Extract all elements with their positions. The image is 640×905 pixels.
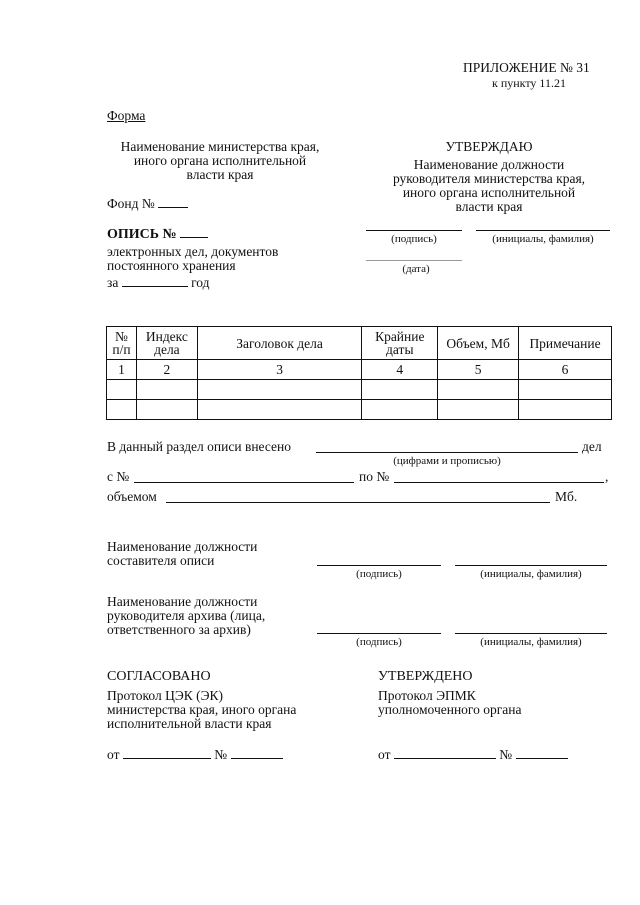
appendix-clause: к пункту 11.21 (492, 76, 566, 90)
summary-volume-suffix: Мб. (555, 489, 578, 504)
summary-volume-label: объемом (107, 489, 157, 504)
summary-from-line (134, 482, 354, 483)
inventory-title: ОПИСЬ № (107, 225, 208, 242)
inventory-table (106, 326, 612, 420)
summary-count-suffix: дел (582, 439, 602, 454)
agreed-title: СОГЛАСОВАНО (107, 669, 211, 684)
approve-date-line (366, 260, 462, 261)
col-header-note: Примечание (519, 327, 612, 360)
col-header-title: Заголовок дела (197, 327, 362, 360)
table-cell: 1 (107, 360, 137, 380)
approve-date-caption: (дата) (402, 263, 430, 275)
table-row (107, 400, 612, 420)
inventory-year: за год (107, 275, 210, 290)
col-header-number: № п/п (107, 327, 137, 360)
form-label: Форма (107, 108, 146, 123)
agreed-date-number: от № (107, 746, 283, 762)
approve-title: УТВЕРЖДАЮ (445, 139, 533, 154)
col-header-index: Индекс дела (136, 327, 197, 360)
approve-signature-caption: (подпись) (391, 233, 437, 245)
approved-date-number: от № (378, 746, 568, 762)
table-cell: 6 (519, 360, 612, 380)
table-row (107, 380, 612, 400)
compiler-initials-line (455, 565, 607, 566)
archive-signature-caption: (подпись) (356, 636, 402, 648)
summary-count-label: В данный раздел описи внесено (107, 439, 292, 454)
summary-to-suffix: , (605, 469, 609, 484)
approve-position: Наименование должности руководителя министерства края, иного органа исполнительной власти края (392, 157, 586, 214)
fund-number: Фонд № (107, 195, 188, 211)
appendix-title: ПРИЛОЖЕНИЕ № 31 (463, 60, 590, 75)
col-header-volume: Объем, Мб (438, 327, 519, 360)
archive-initials-line (455, 633, 607, 634)
inventory-description: электронных дел, документов постоянного хранения (107, 244, 279, 273)
agreed-protocol: Протокол ЦЭК (ЭК) министерства края, иного органа исполнительной власти края (107, 688, 297, 731)
table-cell: 3 (197, 360, 362, 380)
table-cell: 5 (438, 360, 519, 380)
archive-initials-caption: (инициалы, фамилия) (480, 636, 582, 648)
archive-head-role: Наименование должности руководителя архива (лица, ответственного за архив) (107, 594, 266, 637)
archive-signature-line (317, 633, 441, 634)
approved-title: УТВЕРЖДЕНО (378, 669, 473, 684)
summary-count-line (316, 452, 578, 453)
approved-protocol: Протокол ЭПМК уполномоченного органа (378, 688, 522, 717)
compiler-initials-caption: (инициалы, фамилия) (480, 568, 582, 580)
approve-initials-caption: (инициалы, фамилия) (492, 233, 594, 245)
compiler-signature-line (317, 565, 441, 566)
summary-from-label: с № (107, 469, 130, 484)
table-header-row (107, 327, 612, 360)
table-number-row (107, 360, 612, 380)
compiler-signature-caption: (подпись) (356, 568, 402, 580)
compiler-role: Наименование должности составителя описи (107, 539, 258, 568)
table-cell: 2 (136, 360, 197, 380)
table-cell: 4 (362, 360, 438, 380)
summary-to-line (394, 482, 604, 483)
approve-signature-line (366, 230, 462, 231)
ministry-name: Наименование министерства края, иного органа исполнительной власти края (120, 139, 320, 182)
summary-count-hint: (цифрами и прописью) (393, 455, 501, 467)
col-header-dates: Крайние даты (362, 327, 438, 360)
summary-volume-line (166, 502, 550, 503)
approve-initials-line (476, 230, 610, 231)
summary-to-label: по № (359, 469, 390, 484)
